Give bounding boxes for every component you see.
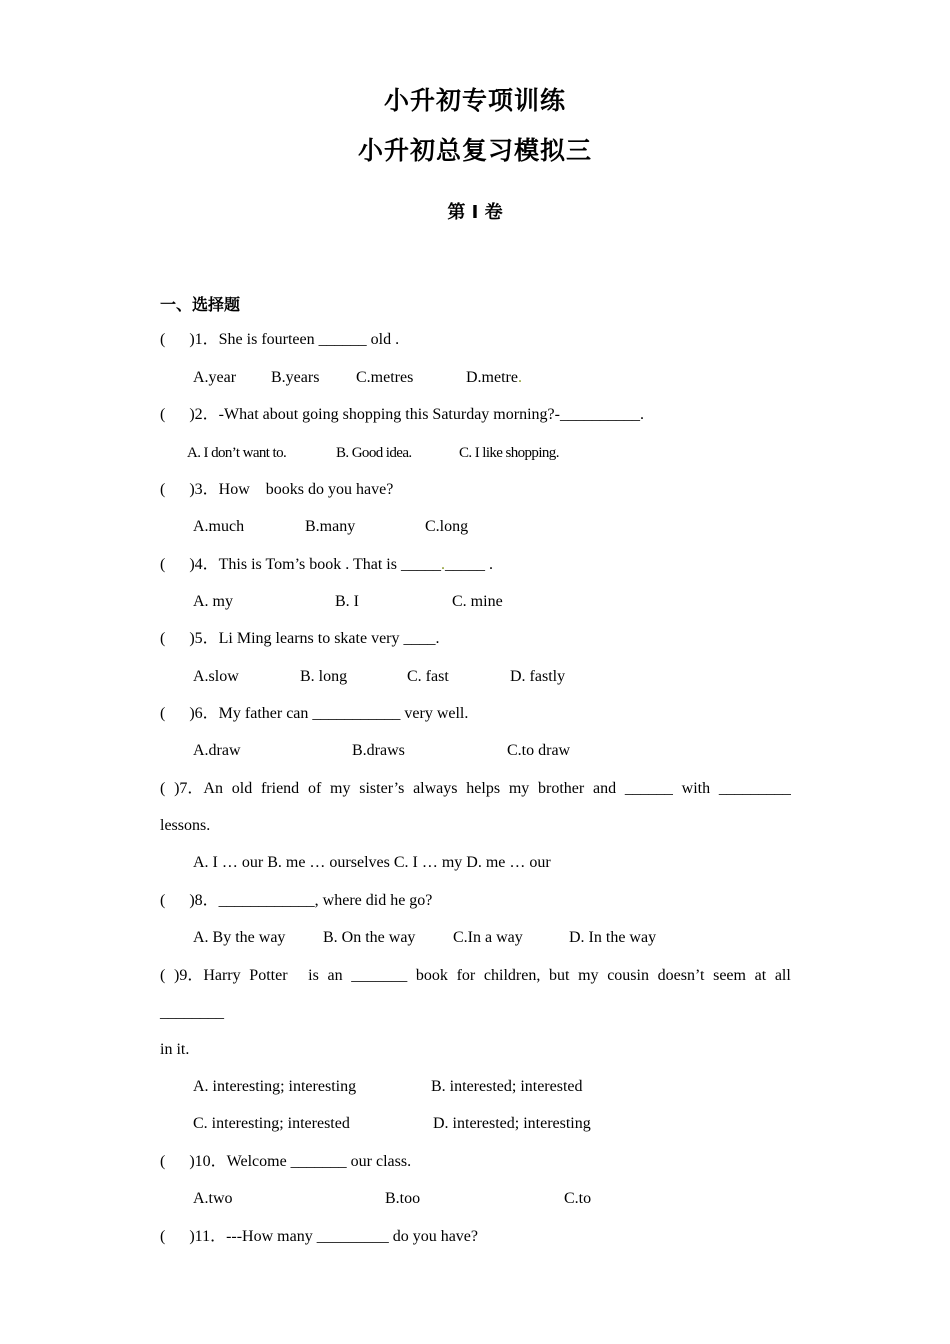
option-a: A. By the way	[193, 929, 286, 946]
option-a: A.draw	[193, 742, 241, 759]
title-line-2: 小升初总复习模拟三	[357, 136, 592, 165]
option-d: D. In the way	[569, 929, 657, 946]
option-c: C. interesting; interested	[193, 1115, 350, 1132]
question-7-stem: ( )7．An old friend of my sister’s always helps my brother and ______ with _________	[160, 780, 791, 797]
option-b: B.many	[305, 518, 356, 535]
option-b: B. Good idea.	[336, 445, 412, 461]
question-2-stem: ( )2．-What about going shopping this Saturday morning?-__________.	[160, 406, 644, 423]
option-c: C.long	[425, 518, 469, 535]
question-9-stem-continued: in it.	[160, 1041, 190, 1058]
question-8-stem: ( )8．____________, where did he go?	[160, 892, 433, 909]
question-10-stem: ( )10．Welcome _______ our class.	[160, 1153, 412, 1170]
option-c: C. I like shopping.	[459, 445, 559, 461]
question-5-stem: ( )5．Li Ming learns to skate very ____.	[160, 630, 440, 647]
option-d: D.metre.	[466, 369, 522, 386]
question-1-stem: ( )1．She is fourteen ______ old .	[160, 331, 400, 348]
option-b: B. On the way	[323, 929, 416, 946]
question-7-stem-continued: lessons.	[160, 817, 211, 834]
question-4-stem: ( )4．This is Tom’s book . That is _____._____ .	[160, 556, 493, 573]
option-d: D. fastly	[510, 668, 566, 685]
question-9-stem: ( )9．Harry Potter is an _______ book for children, but my cousin doesn’t seem at all	[160, 967, 791, 984]
option-d: D. interested; interesting	[433, 1115, 591, 1132]
volume-label: 第 I 卷	[447, 202, 503, 223]
question-7-options: A. I … our B. me … ourselves C. I … my D. me … our	[193, 854, 551, 871]
option-c: C. mine	[452, 593, 503, 610]
option-b: B.too	[385, 1190, 421, 1207]
question-11-stem: ( )11．---How many _________ do you have?	[160, 1228, 479, 1245]
option-a: A. my	[193, 593, 233, 610]
option-c: C.In a way	[453, 929, 523, 946]
question-9-blank: ________	[160, 1004, 224, 1021]
option-b: B. long	[300, 668, 348, 685]
option-c: C.metres	[356, 369, 414, 386]
option-a: A.much	[193, 518, 245, 535]
section-heading: 一、选择题	[160, 295, 241, 314]
option-b: B.draws	[352, 742, 405, 759]
option-a: A. I don’t want to.	[187, 445, 287, 461]
option-b: B. I	[335, 593, 359, 610]
option-a: A. interesting; interesting	[193, 1078, 357, 1095]
question-3-stem: ( )3．How books do you have?	[160, 481, 394, 498]
question-6-stem: ( )6．My father can ___________ very well.	[160, 705, 469, 722]
option-b: B.years	[271, 369, 320, 386]
option-c: C.to	[564, 1190, 592, 1207]
option-a: A.year	[193, 369, 237, 386]
option-c: C. fast	[407, 668, 449, 685]
option-b: B. interested; interested	[431, 1078, 583, 1095]
option-a: A.two	[193, 1190, 233, 1207]
title-line-1: 小升初专项训练	[383, 86, 566, 115]
option-a: A.slow	[193, 668, 239, 685]
option-c: C.to draw	[507, 742, 571, 759]
